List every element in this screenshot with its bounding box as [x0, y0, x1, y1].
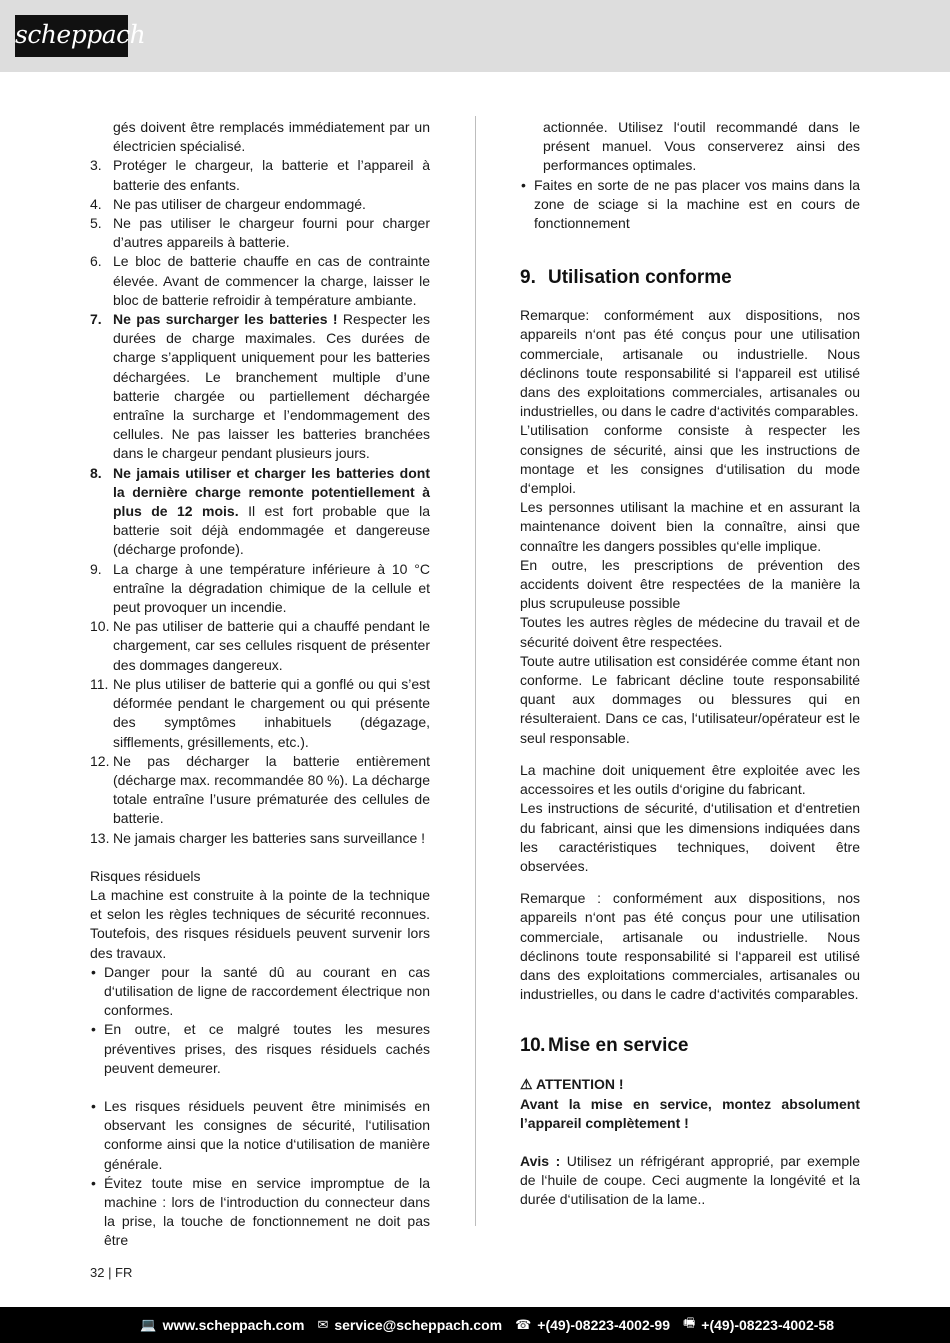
- warning-icon: ⚠: [520, 1076, 533, 1093]
- footer-fax: 🖷 +(49)-08223-4002-58: [683, 1314, 834, 1336]
- paragraph: Remarque: conformément aux dispositions, nos appareils n‘ont pas été conçus pour une utilisation commerciale, artisanale ou industrielle. Nous déclinons toute responsabilité si l‘appareil est utilisé dans des exploitations commerciales, artisanales ou industrielles, ou dans le cadre d‘activités comparables.: [520, 307, 860, 420]
- list-item-7: 7. Ne pas surcharger les batteries ! Respecter les durées de charge maximales. Ces durées de charge s’appliquent uniquement pour les batteries déchargées. Le branchement multiple d’une batterie chargée ou partiellement déchargée entraîne la surcharge et l’endommagement des cellules. Ne pas laisser les batteries branchées dans le chargeur pendant plusieurs jours.: [90, 311, 430, 462]
- scheppach-logo: scheppach: [15, 15, 128, 57]
- footer-bar: [0, 1307, 950, 1343]
- paragraph: Les instructions de sécurité, d‘utilisation et d‘entretien du fabricant, ainsi que les dimensions indiquées dans les caractéristiques techniques, doivent être observées.: [520, 800, 860, 874]
- paragraph: Toute autre utilisation est considérée comme étant non conforme. Le fabricant décline toute responsabilité quant aux dommages ou blessures qui en résulteraient. Dans ce cas, l‘utilisateur/opérateur est le seul responsable.: [520, 652, 860, 746]
- page-number: 32 | FR: [90, 1265, 133, 1280]
- paragraph: Remarque : conformément aux dispositions, nos appareils n‘ont pas été conçus pour une utilisation commerciale, artisanale ou industrielle. Nous déclinons toute responsabilité si l‘appareil est utilisé dans des exploitations commerciales, artisanales ou industrielles, ou dans le cadre d‘activités comparables.: [520, 890, 860, 1003]
- attention-text: Avant la mise en service, montez absolument l’appareil complètement !: [520, 1095, 860, 1131]
- bullet-item: • Les risques résiduels peuvent être minimisés en observant les consignes de sécurité, l‘utilisation conforme ainsi que la notice d‘utilisation de manière générale.: [91, 1097, 430, 1172]
- paragraph: La machine doit uniquement être exploitée avec les accessoires et les outils d‘origine du fabricant.: [520, 761, 860, 798]
- avis-paragraph: Avis : Utilisez un réfrigérant approprié, par exemple de l‘huile de coupe. Ceci augmente la longévité et la durée d‘utilisation de la lame..: [520, 1152, 860, 1208]
- mail-icon: ✉: [317, 1317, 329, 1333]
- bullet-item: • En outre, et ce malgré toutes les mesures préventives prises, des risques résiduels cachés peuvent demeurer.: [91, 1021, 430, 1076]
- column-divider: [475, 116, 476, 1226]
- footer-mail[interactable]: ✉ service@scheppach.com: [317, 1317, 503, 1333]
- list-item: 11. Ne plus utiliser de batterie qui a gonflé ou qui s’est déformée pendant le chargement ou qui présente des symptômes inhabituels (dégazage, sifflements, grésillements, etc.).: [90, 675, 430, 750]
- list-item: 9. La charge à une température inférieure à 10 °C entraîne la dégradation chimique de la cellule et peut provoquer un incendie.: [90, 560, 430, 616]
- footer-web[interactable]: 💻 www.scheppach.com: [140, 1317, 305, 1333]
- section-10-heading: 10. Mise en service: [520, 1035, 689, 1057]
- list-item: 4. Ne pas utiliser de chargeur endommagé.: [90, 195, 366, 212]
- list-item: 10. Ne pas utiliser de batterie qui a chauffé pendant le chargement, car ses cellules risquent de présenter des dommages dangereux.: [90, 618, 430, 673]
- fax-icon: 🖷: [683, 1316, 696, 1331]
- right-column: [520, 118, 860, 1210]
- bullet-item: • Évitez toute mise en service impromptue de la machine : lors de l‘introduction du connecteur dans la prise, la touche de fonctionnement ne doit pas être: [91, 1174, 430, 1249]
- continued-text: actionnée. Utilisez l‘outil recommandé dans le présent manuel. Vous conserverez ainsi des performances optimales.: [543, 119, 860, 174]
- risks-intro: La machine est construite à la pointe de la technique et selon les règles techniques de sécurité reconnues. Toutefois, des risques résiduels peuvent survenir lors des travaux.: [90, 886, 430, 961]
- intro-text: gés doivent être remplacés immédiatement par un électricien spécialisé.: [113, 119, 430, 155]
- list-item: 12. Ne pas décharger la batterie entièrement (décharge max. recommandée 80 %). La décharge totale entraîne l’usure prématurée des cellules de batterie.: [90, 752, 430, 827]
- left-column: [90, 118, 430, 1251]
- computer-icon: 💻: [140, 1317, 157, 1333]
- bullet-item: • Danger pour la santé dû au courant en cas d‘utilisation de ligne de raccordement électrique non conformes.: [91, 963, 430, 1019]
- section-9-heading: 9. Utilisation conforme: [520, 267, 732, 289]
- list-item: 5. Ne pas utiliser le chargeur fourni pour charger d’autres appareils à batterie.: [90, 215, 430, 251]
- footer-phone: ☎ +(49)-08223-4002-99: [515, 1317, 670, 1333]
- list-item-8: 8. Ne jamais utiliser et charger les batteries dont la dernière charge remonte potentiellement à plus de 12 mois. Il est fort probable que la batterie soit déjà endommagée et dangereuse (décharge profonde).: [90, 464, 430, 558]
- list-item: 13. Ne jamais charger les batteries sans surveillance !: [90, 829, 426, 846]
- paragraph: L’utilisation conforme consiste à respecter les consignes de sécurité, ainsi que les instructions de montage et les consignes d‘utilisation du mode d‘emploi.: [520, 422, 860, 497]
- list-item: 3. Protéger le chargeur, la batterie et l’appareil à batterie des enfants.: [90, 157, 430, 193]
- paragraph: Les personnes utilisant la machine et en assurant la maintenance doivent bien la connaître, ainsi que connaître les dangers possibles qu‘elle implique.: [520, 499, 860, 554]
- paragraph: Toutes les autres règles de médecine du travail et de sécurité doivent être respectées.: [520, 614, 860, 650]
- phone-icon: ☎: [515, 1317, 532, 1333]
- bullet-item: • Faites en sorte de ne pas placer vos mains dans la zone de sciage si la machine est en cours de fonctionnement: [521, 176, 860, 232]
- list-item: 6. Le bloc de batterie chauffe en cas de contrainte élevée. Avant de commencer la charge, laisser le bloc de batterie refroidir à température ambiante.: [90, 253, 430, 308]
- header-bar: [0, 0, 950, 72]
- paragraph: En outre, les prescriptions de prévention des accidents doivent être respectées de la manière la plus scrupuleuse possible: [520, 556, 860, 612]
- risks-title: Risques résiduels: [90, 867, 201, 884]
- attention-label: ⚠ ATTENTION !: [520, 1076, 624, 1093]
